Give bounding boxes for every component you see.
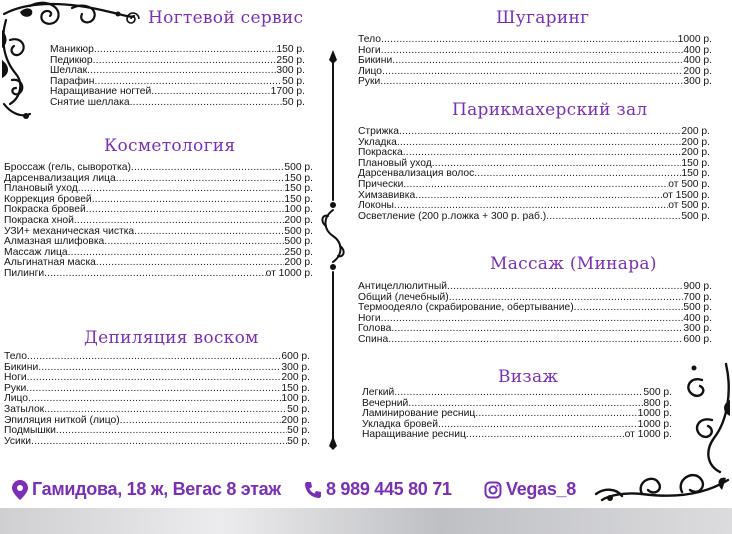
service-price: 600 р. xyxy=(281,351,310,362)
address-text: Гамидова, 18 ж, Вегас 8 этаж xyxy=(32,479,281,499)
service-name: Локоны xyxy=(358,200,394,212)
dot-leader xyxy=(388,335,683,346)
nail-service-list xyxy=(50,45,305,109)
price-list-row xyxy=(4,437,310,448)
dot-leader xyxy=(120,416,282,427)
dot-leader xyxy=(86,205,285,216)
service-price: 1000 р. xyxy=(677,34,712,45)
dot-leader xyxy=(93,56,277,67)
service-price: 50 р. xyxy=(287,425,310,437)
hair-salon-list xyxy=(358,127,710,222)
section-title-hair-salon: Парикмахерский зал xyxy=(452,100,648,120)
price-list-row xyxy=(358,138,710,149)
service-price: 300 р. xyxy=(683,323,712,335)
service-name: Ноги xyxy=(358,44,381,56)
service-price: 700 р. xyxy=(683,291,712,303)
dot-leader xyxy=(381,46,684,57)
service-price: 200 р. xyxy=(681,126,710,137)
service-name: Дарсенвализация волос xyxy=(358,168,475,180)
dot-leader xyxy=(27,352,281,363)
service-name: Плановый уход xyxy=(358,157,432,169)
dot-leader xyxy=(574,303,684,314)
service-price: 150 р. xyxy=(281,382,310,394)
service-name: Осветление (200 р.ложка + 300 р. раб.) xyxy=(358,210,547,222)
price-list-row xyxy=(362,430,672,441)
price-list-row xyxy=(4,363,310,374)
service-price: 300 р. xyxy=(281,361,310,373)
dot-leader xyxy=(104,237,284,248)
service-price: 400 р. xyxy=(683,312,712,324)
phone-contact[interactable] xyxy=(304,474,452,504)
service-price: 50 р. xyxy=(282,96,305,108)
instagram-contact[interactable] xyxy=(484,474,576,504)
dot-leader xyxy=(151,87,270,98)
service-price: 800 р. xyxy=(643,397,672,409)
dot-leader xyxy=(438,420,638,431)
cosmetology-list xyxy=(4,163,313,280)
service-price: от 500 р. xyxy=(668,178,710,190)
service-name: Броссаж (гель, сыворотка) xyxy=(4,162,131,173)
service-name: Эпиляция ниткой (лицо) xyxy=(4,414,120,426)
dot-leader xyxy=(399,127,681,138)
dot-leader xyxy=(415,191,662,202)
service-name: Парафин xyxy=(50,75,95,87)
service-price: 300 р. xyxy=(276,65,305,77)
section-title-nail-service: Ногтевой сервис xyxy=(148,8,304,28)
service-price: 500 р. xyxy=(284,162,313,173)
dot-leader xyxy=(96,258,284,269)
price-list-row xyxy=(358,77,712,88)
service-price: 500 р. xyxy=(683,302,712,314)
service-price: 200 р. xyxy=(281,372,310,384)
dot-leader xyxy=(397,138,681,149)
section-title-massage: Массаж (Минара) xyxy=(490,254,657,274)
service-price: 300 р. xyxy=(683,76,712,88)
service-name: Ноги xyxy=(4,372,27,384)
price-list-row xyxy=(4,352,310,363)
price-list-row xyxy=(358,212,710,223)
service-price: от 1000 р. xyxy=(265,267,313,279)
service-name: Затылок xyxy=(4,403,45,415)
dot-leader xyxy=(94,45,277,56)
service-name: Легкий xyxy=(362,387,395,398)
service-name: Тело xyxy=(4,351,27,362)
service-price: 50 р. xyxy=(287,435,310,447)
price-list-row xyxy=(50,45,305,56)
service-price: 1700 р. xyxy=(270,86,305,98)
dot-leader xyxy=(403,148,682,159)
service-price: 150 р. xyxy=(284,172,313,184)
dot-leader xyxy=(74,216,284,227)
price-list-row xyxy=(4,163,313,174)
dot-leader xyxy=(381,35,678,46)
price-list-row xyxy=(358,35,712,46)
service-name: Бикини xyxy=(358,55,393,67)
dot-leader xyxy=(380,77,683,88)
service-name: Укладка xyxy=(358,136,397,148)
service-name: Бикини xyxy=(4,361,39,373)
service-price: 200 р. xyxy=(681,136,710,148)
dot-leader xyxy=(87,66,276,77)
price-list-row xyxy=(358,191,710,202)
service-name: Наращивание ресниц xyxy=(362,429,466,441)
dot-leader xyxy=(92,195,285,206)
phone-icon xyxy=(304,481,322,499)
footer-contacts xyxy=(0,474,732,504)
service-name: Лицо xyxy=(4,393,29,405)
price-list-row xyxy=(4,373,310,384)
dot-leader xyxy=(466,430,625,441)
section-title-sugaring: Шугаринг xyxy=(496,8,590,28)
section-title-wax-depilation: Депиляция воском xyxy=(84,328,259,348)
service-name: Наращивание ногтей xyxy=(50,86,152,98)
price-list-row xyxy=(358,169,710,180)
dot-leader xyxy=(44,269,265,280)
service-name: Химзавивка xyxy=(358,189,416,201)
service-price: 500 р. xyxy=(284,236,313,248)
service-price: 500 р. xyxy=(643,387,672,398)
service-price: 500 р. xyxy=(681,210,710,222)
service-price: от 1000 р. xyxy=(624,429,672,441)
service-name: Коррекция бровей xyxy=(4,193,92,205)
makeup-list xyxy=(362,388,672,441)
dot-leader xyxy=(474,169,681,180)
service-name: Ноги xyxy=(358,312,381,324)
dot-leader xyxy=(130,98,282,109)
dot-leader xyxy=(131,163,284,174)
service-name: Ламинирование ресниц xyxy=(362,408,476,420)
service-name: Дарсенвализация лица xyxy=(4,172,116,184)
price-list-row xyxy=(4,216,313,227)
service-name: Стрижка xyxy=(358,126,399,137)
price-list-row xyxy=(358,324,712,335)
service-name: Подмышки xyxy=(4,425,56,437)
service-price: 600 р. xyxy=(683,333,712,345)
service-name: Лицо xyxy=(358,65,383,77)
service-price: 100 р. xyxy=(281,393,310,405)
wax-depilation-list xyxy=(4,352,310,447)
service-price: 150 р. xyxy=(284,193,313,205)
dot-leader xyxy=(475,409,637,420)
service-price: 50 р. xyxy=(287,403,310,415)
service-name: Прически xyxy=(358,178,404,190)
service-price: 500 р. xyxy=(284,225,313,237)
service-name: Покраска xyxy=(358,147,403,159)
service-name: Массаж лица xyxy=(4,246,68,258)
price-list-row xyxy=(358,46,712,57)
price-list-row xyxy=(358,314,712,325)
service-name: Общий (лечебный) xyxy=(358,291,449,303)
dot-leader xyxy=(381,314,684,325)
service-price: 900 р. xyxy=(683,281,712,292)
price-list-row xyxy=(4,269,313,280)
dot-leader xyxy=(56,426,287,437)
price-list-row xyxy=(358,127,710,138)
dot-leader xyxy=(31,437,287,448)
dot-leader xyxy=(68,248,285,259)
service-name: Спина xyxy=(358,333,389,345)
sugaring-list xyxy=(358,35,712,88)
service-name: Пилинги xyxy=(4,267,45,279)
service-price: 400 р. xyxy=(683,55,712,67)
dot-leader xyxy=(382,67,683,78)
price-list-row xyxy=(358,56,712,67)
service-price: 50 р. xyxy=(282,75,305,87)
service-price: 200 р. xyxy=(281,414,310,426)
service-name: Руки xyxy=(4,382,27,394)
service-name: Антицеллюлитный xyxy=(358,281,448,292)
service-price: 1000 р. xyxy=(637,418,672,430)
price-list-row xyxy=(358,67,712,78)
service-name: Маникюр xyxy=(50,44,94,55)
location-pin-icon xyxy=(12,480,28,500)
dot-leader xyxy=(134,227,284,238)
instagram-text: Vegas_8 xyxy=(506,479,576,499)
service-price: 1000 р. xyxy=(637,408,672,420)
price-list-row xyxy=(358,180,710,191)
phone-text: 8 989 445 80 71 xyxy=(326,479,452,499)
service-price: 250 р. xyxy=(284,246,313,258)
service-price: 400 р. xyxy=(683,44,712,56)
service-name: Педикюр xyxy=(50,54,93,66)
price-list-row xyxy=(358,303,712,314)
service-price: 150 р. xyxy=(284,183,313,195)
price-list-row xyxy=(4,405,310,416)
dot-leader xyxy=(394,388,643,399)
service-price: 200 р. xyxy=(284,257,313,269)
spiral-flourish-icon xyxy=(124,10,142,28)
service-name: Укладка бровей xyxy=(362,418,438,430)
service-name: Вечерний xyxy=(362,397,409,409)
price-list-row xyxy=(50,56,305,67)
service-price: 150 р. xyxy=(276,44,305,55)
service-name: Усики xyxy=(4,435,32,447)
dot-leader xyxy=(28,394,281,405)
service-name: Шеллак xyxy=(50,65,88,77)
price-list-row xyxy=(358,335,712,346)
service-price: 250 р. xyxy=(276,54,305,66)
service-price: 100 р. xyxy=(284,204,313,216)
address-contact xyxy=(12,474,281,504)
dot-leader xyxy=(27,373,282,384)
section-title-makeup: Визаж xyxy=(498,367,559,387)
price-list-row xyxy=(4,384,310,395)
section-title-cosmetology: Косметология xyxy=(104,136,236,156)
dot-leader xyxy=(391,324,683,335)
dot-leader xyxy=(78,184,285,195)
dot-leader xyxy=(392,56,683,67)
service-name: Алмазная шлифовка xyxy=(4,236,105,248)
dot-leader xyxy=(38,363,281,374)
price-list-row xyxy=(4,394,310,405)
massage-list xyxy=(358,282,712,346)
price-list-row xyxy=(50,98,305,109)
price-list-row xyxy=(362,388,672,399)
service-name: Альгинатная маска xyxy=(4,257,96,269)
service-name: Тело xyxy=(358,34,381,45)
service-name: Руки xyxy=(358,76,381,88)
service-price: 200 р. xyxy=(683,65,712,77)
instagram-icon xyxy=(484,481,502,499)
dot-leader xyxy=(403,180,668,191)
dot-leader xyxy=(116,174,285,185)
photo-shadow-band xyxy=(0,508,732,534)
service-name: Плановый уход xyxy=(4,183,78,195)
dot-leader xyxy=(546,212,681,223)
price-list-row xyxy=(4,426,310,437)
service-name: Покраска бровей xyxy=(4,204,86,216)
service-price: 200 р. xyxy=(681,147,710,159)
dot-leader xyxy=(447,282,683,293)
service-name: Термоодеяло (скрабирование, обертывание) xyxy=(358,302,574,314)
center-divider-ornament xyxy=(318,50,348,450)
service-name: УЗИ+ механическая чистка xyxy=(4,225,135,237)
service-price: 150 р. xyxy=(681,168,710,180)
service-name: Покраска хной xyxy=(4,214,74,226)
service-price: 200 р. xyxy=(284,214,313,226)
service-price: 150 р. xyxy=(681,157,710,169)
service-name: Голова xyxy=(358,323,392,335)
service-price: от 500 р. xyxy=(668,200,710,212)
dot-leader xyxy=(44,405,287,416)
price-list-row xyxy=(358,282,712,293)
service-price: от 1500 р. xyxy=(662,189,710,201)
service-name: Снятие шеллака xyxy=(50,96,130,108)
dot-leader xyxy=(26,384,281,395)
